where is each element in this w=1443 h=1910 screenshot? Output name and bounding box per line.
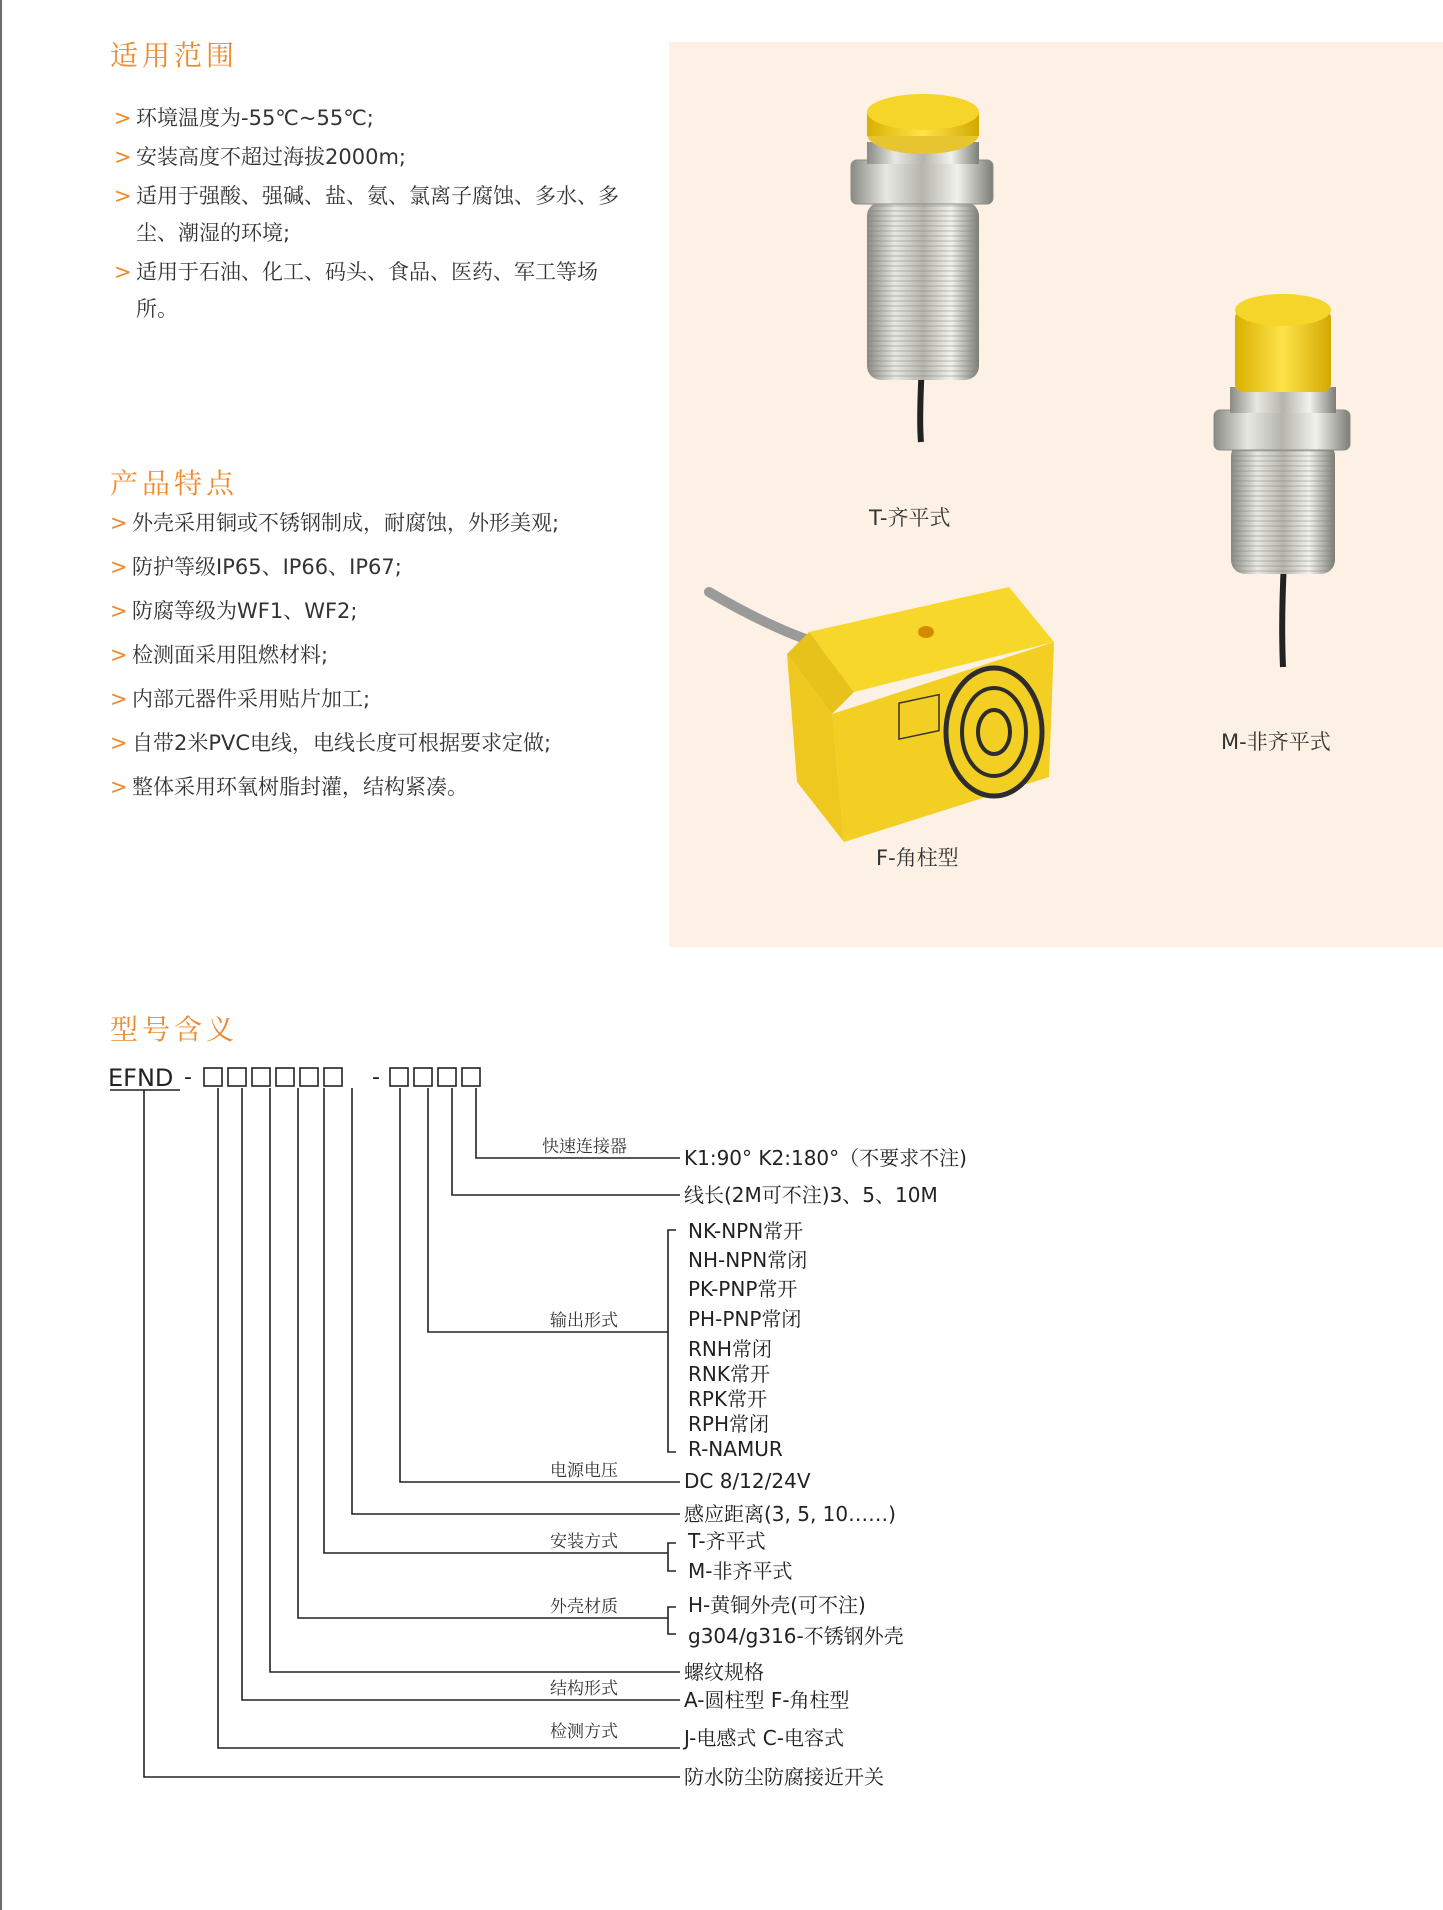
code-boxes	[204, 1068, 480, 1086]
bullet-arrow-icon: >	[110, 555, 128, 579]
value-output-5: RNH常闭	[688, 1337, 772, 1361]
list-item-text: 内部元器件采用贴片加工;	[132, 687, 371, 711]
product-image-panel	[669, 42, 1443, 947]
list-item	[110, 596, 650, 626]
list-item	[114, 139, 624, 176]
list-item-text: 外壳采用铜或不锈钢制成，耐腐蚀，外形美观;	[132, 511, 560, 535]
value-mount-2: M-非齐平式	[688, 1559, 793, 1583]
value-power: DC 8/12/24V	[684, 1469, 811, 1493]
list-item	[114, 254, 624, 328]
list-item	[110, 728, 650, 758]
list-item-text: 自带2米PVC电线，电线长度可根据要求定做;	[132, 731, 552, 755]
bullet-arrow-icon: >	[114, 145, 132, 169]
value-distance: 感应距离(3, 5, 10……)	[684, 1502, 896, 1526]
label-mount: 安装方式	[550, 1532, 618, 1552]
value-connector: K1:90° K2:180°（不要求不注)	[684, 1146, 967, 1170]
value-mount-1: T-齐平式	[688, 1529, 766, 1553]
list-item-text: 环境温度为-55℃~55℃;	[136, 106, 374, 130]
value-shell-2: g304/g316-不锈钢外壳	[688, 1624, 904, 1648]
value-cable: 线长(2M可不注)3、5、10M	[684, 1183, 938, 1207]
value-struct: A-圆柱型 F-角柱型	[684, 1688, 850, 1712]
features-list	[110, 508, 650, 816]
label-connector: 快速连接器	[542, 1137, 627, 1157]
value-output-6: RNK常开	[688, 1362, 770, 1386]
product-illustrations	[669, 42, 1443, 947]
list-item	[110, 552, 650, 582]
bullet-arrow-icon: >	[110, 687, 128, 711]
list-item	[114, 100, 624, 137]
list-item	[110, 640, 650, 670]
value-output-3: PK-PNP常开	[688, 1277, 798, 1301]
bullet-arrow-icon: >	[114, 106, 132, 130]
label-output: 输出形式	[550, 1311, 618, 1331]
list-item-text: 防护等级IP65、IP66、IP67;	[132, 555, 402, 579]
model-title: 型号含义	[110, 1013, 239, 1046]
list-item	[110, 508, 650, 538]
code-prefix: EFND	[108, 1064, 174, 1092]
list-item	[110, 772, 650, 802]
value-output-7: RPK常开	[688, 1387, 768, 1411]
code-dash-2: -	[372, 1065, 380, 1090]
list-item-text: 安装高度不超过海拔2000m;	[136, 145, 406, 169]
bullet-arrow-icon: >	[114, 260, 132, 284]
caption-m-nonflush: M-非齐平式	[1221, 730, 1331, 754]
features-title: 产品特点	[110, 467, 239, 500]
bullet-arrow-icon: >	[114, 184, 132, 208]
bullet-arrow-icon: >	[110, 511, 128, 535]
value-thread: 螺纹规格	[684, 1660, 764, 1684]
value-output-1: NK-NPN常开	[688, 1219, 804, 1243]
caption-f-block: F-角柱型	[876, 846, 959, 870]
list-item-text: 整体采用环氧树脂封灌，结构紧凑。	[132, 775, 468, 799]
scope-list	[114, 100, 624, 330]
bullet-arrow-icon: >	[110, 599, 128, 623]
label-detect: 检测方式	[550, 1722, 618, 1742]
list-item	[114, 178, 624, 252]
list-item-text: 适用于石油、化工、码头、食品、医药、军工等场所。	[136, 260, 598, 321]
value-detect: J-电感式 C-电容式	[684, 1726, 844, 1750]
list-item-text: 检测面采用阻燃材料;	[132, 643, 329, 667]
bullet-arrow-icon: >	[110, 731, 128, 755]
label-shell: 外壳材质	[550, 1597, 618, 1617]
list-item-text: 适用于强酸、强碱、盐、氨、氯离子腐蚀、多水、多尘、潮湿的环境;	[136, 184, 619, 245]
value-shell-1: H-黄铜外壳(可不注)	[688, 1593, 866, 1617]
value-output-8: RPH常闭	[688, 1412, 769, 1436]
list-item	[110, 684, 650, 714]
label-power: 电源电压	[550, 1461, 618, 1481]
label-struct: 结构形式	[550, 1679, 618, 1699]
bullet-arrow-icon: >	[110, 643, 128, 667]
scope-title: 适用范围	[110, 39, 239, 72]
value-output-2: NH-NPN常闭	[688, 1248, 808, 1272]
value-output-9: R-NAMUR	[688, 1437, 783, 1461]
list-item-text: 防腐等级为WF1、WF2;	[132, 599, 358, 623]
model-code-diagram	[0, 1040, 1000, 1840]
t-flush-sensor-image	[851, 94, 993, 442]
value-output-4: PH-PNP常闭	[688, 1307, 802, 1331]
caption-t-flush: T-齐平式	[869, 506, 951, 530]
m-nonflush-sensor-image	[1214, 294, 1350, 667]
value-type: 防水防尘防腐接近开关	[684, 1765, 884, 1789]
code-dash-1: -	[184, 1065, 192, 1090]
f-block-sensor-image	[709, 587, 1054, 842]
bullet-arrow-icon: >	[110, 775, 128, 799]
